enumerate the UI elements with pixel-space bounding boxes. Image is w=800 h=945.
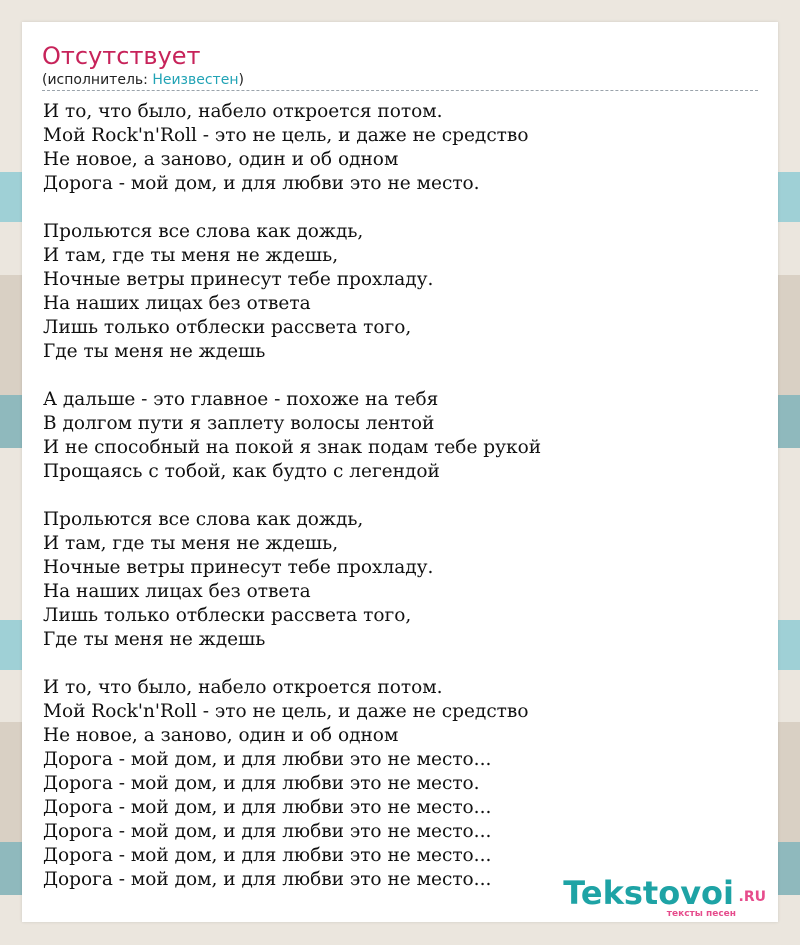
lyrics-stanza (43, 388, 541, 484)
lyrics-line: Дорога - мой дом, и для любви это не место... (43, 869, 492, 890)
song-title: Отсутствует (42, 42, 201, 70)
lyrics-line: И там, где ты меня не ждешь, (43, 245, 339, 266)
lyrics-line: И не способный на покой я знак подам тебе рукой (43, 437, 542, 458)
lyrics-line: И то, что было, набело откроется потом. (43, 101, 443, 122)
lyrics-line: Дорога - мой дом, и для любви это не место. (43, 173, 480, 194)
lyrics-stanza (43, 676, 541, 892)
logo-tld: .RU (738, 889, 766, 905)
lyrics-line: На наших лицах без ответа (43, 293, 311, 314)
lyrics-line: Прольются все слова как дождь, (43, 221, 364, 242)
lyrics-line: Где ты меня не ждешь (43, 341, 266, 362)
lyrics-stanza (43, 220, 541, 364)
lyrics-line: В долгом пути я заплету волосы лентой (43, 413, 435, 434)
site-logo[interactable] (562, 876, 772, 920)
lyrics-line: Дорога - мой дом, и для любви это не место... (43, 821, 492, 842)
lyrics-line: Мой Rock'n'Roll - это не цель, и даже не средство (43, 125, 529, 146)
lyrics-stanza (43, 508, 541, 652)
lyrics-line: Дорога - мой дом, и для любви это не место. (43, 773, 480, 794)
artist-prefix: (исполнитель: (42, 72, 153, 88)
lyrics-text (43, 100, 541, 916)
lyrics-line: Лишь только отблески рассвета того, (43, 605, 412, 626)
lyrics-line: И то, что было, набело откроется потом. (43, 677, 443, 698)
lyrics-line: На наших лицах без ответа (43, 581, 311, 602)
lyrics-line: Мой Rock'n'Roll - это не цель, и даже не средство (43, 701, 529, 722)
lyrics-line: Не новое, а заново, один и об одном (43, 149, 399, 170)
lyrics-line: Где ты меня не ждешь (43, 629, 266, 650)
lyrics-line: Дорога - мой дом, и для любви это не место... (43, 845, 492, 866)
lyrics-line: И там, где ты меня не ждешь, (43, 533, 339, 554)
lyrics-line: Не новое, а заново, один и об одном (43, 725, 399, 746)
lyrics-line: Ночные ветры принесут тебе прохладу. (43, 269, 434, 290)
artist-suffix: ) (238, 72, 244, 88)
artist-line (42, 71, 758, 91)
lyrics-line: Ночные ветры принесут тебе прохладу. (43, 557, 434, 578)
lyrics-line: Прольются все слова как дождь, (43, 509, 364, 530)
lyrics-line: Лишь только отблески рассвета того, (43, 317, 412, 338)
logo-tagline: тексты песен (666, 909, 736, 919)
lyrics-stanza (43, 100, 541, 196)
lyrics-line: А дальше - это главное - похоже на тебя (43, 389, 439, 410)
lyrics-card (22, 22, 778, 922)
artist-link[interactable]: Неизвестен (152, 72, 239, 88)
logo-name: Tekstovoi (563, 874, 734, 912)
lyrics-line: Дорога - мой дом, и для любви это не место... (43, 749, 492, 770)
lyrics-line: Дорога - мой дом, и для любви это не место... (43, 797, 492, 818)
lyrics-line: Прощаясь с тобой, как будто с легендой (43, 461, 440, 482)
